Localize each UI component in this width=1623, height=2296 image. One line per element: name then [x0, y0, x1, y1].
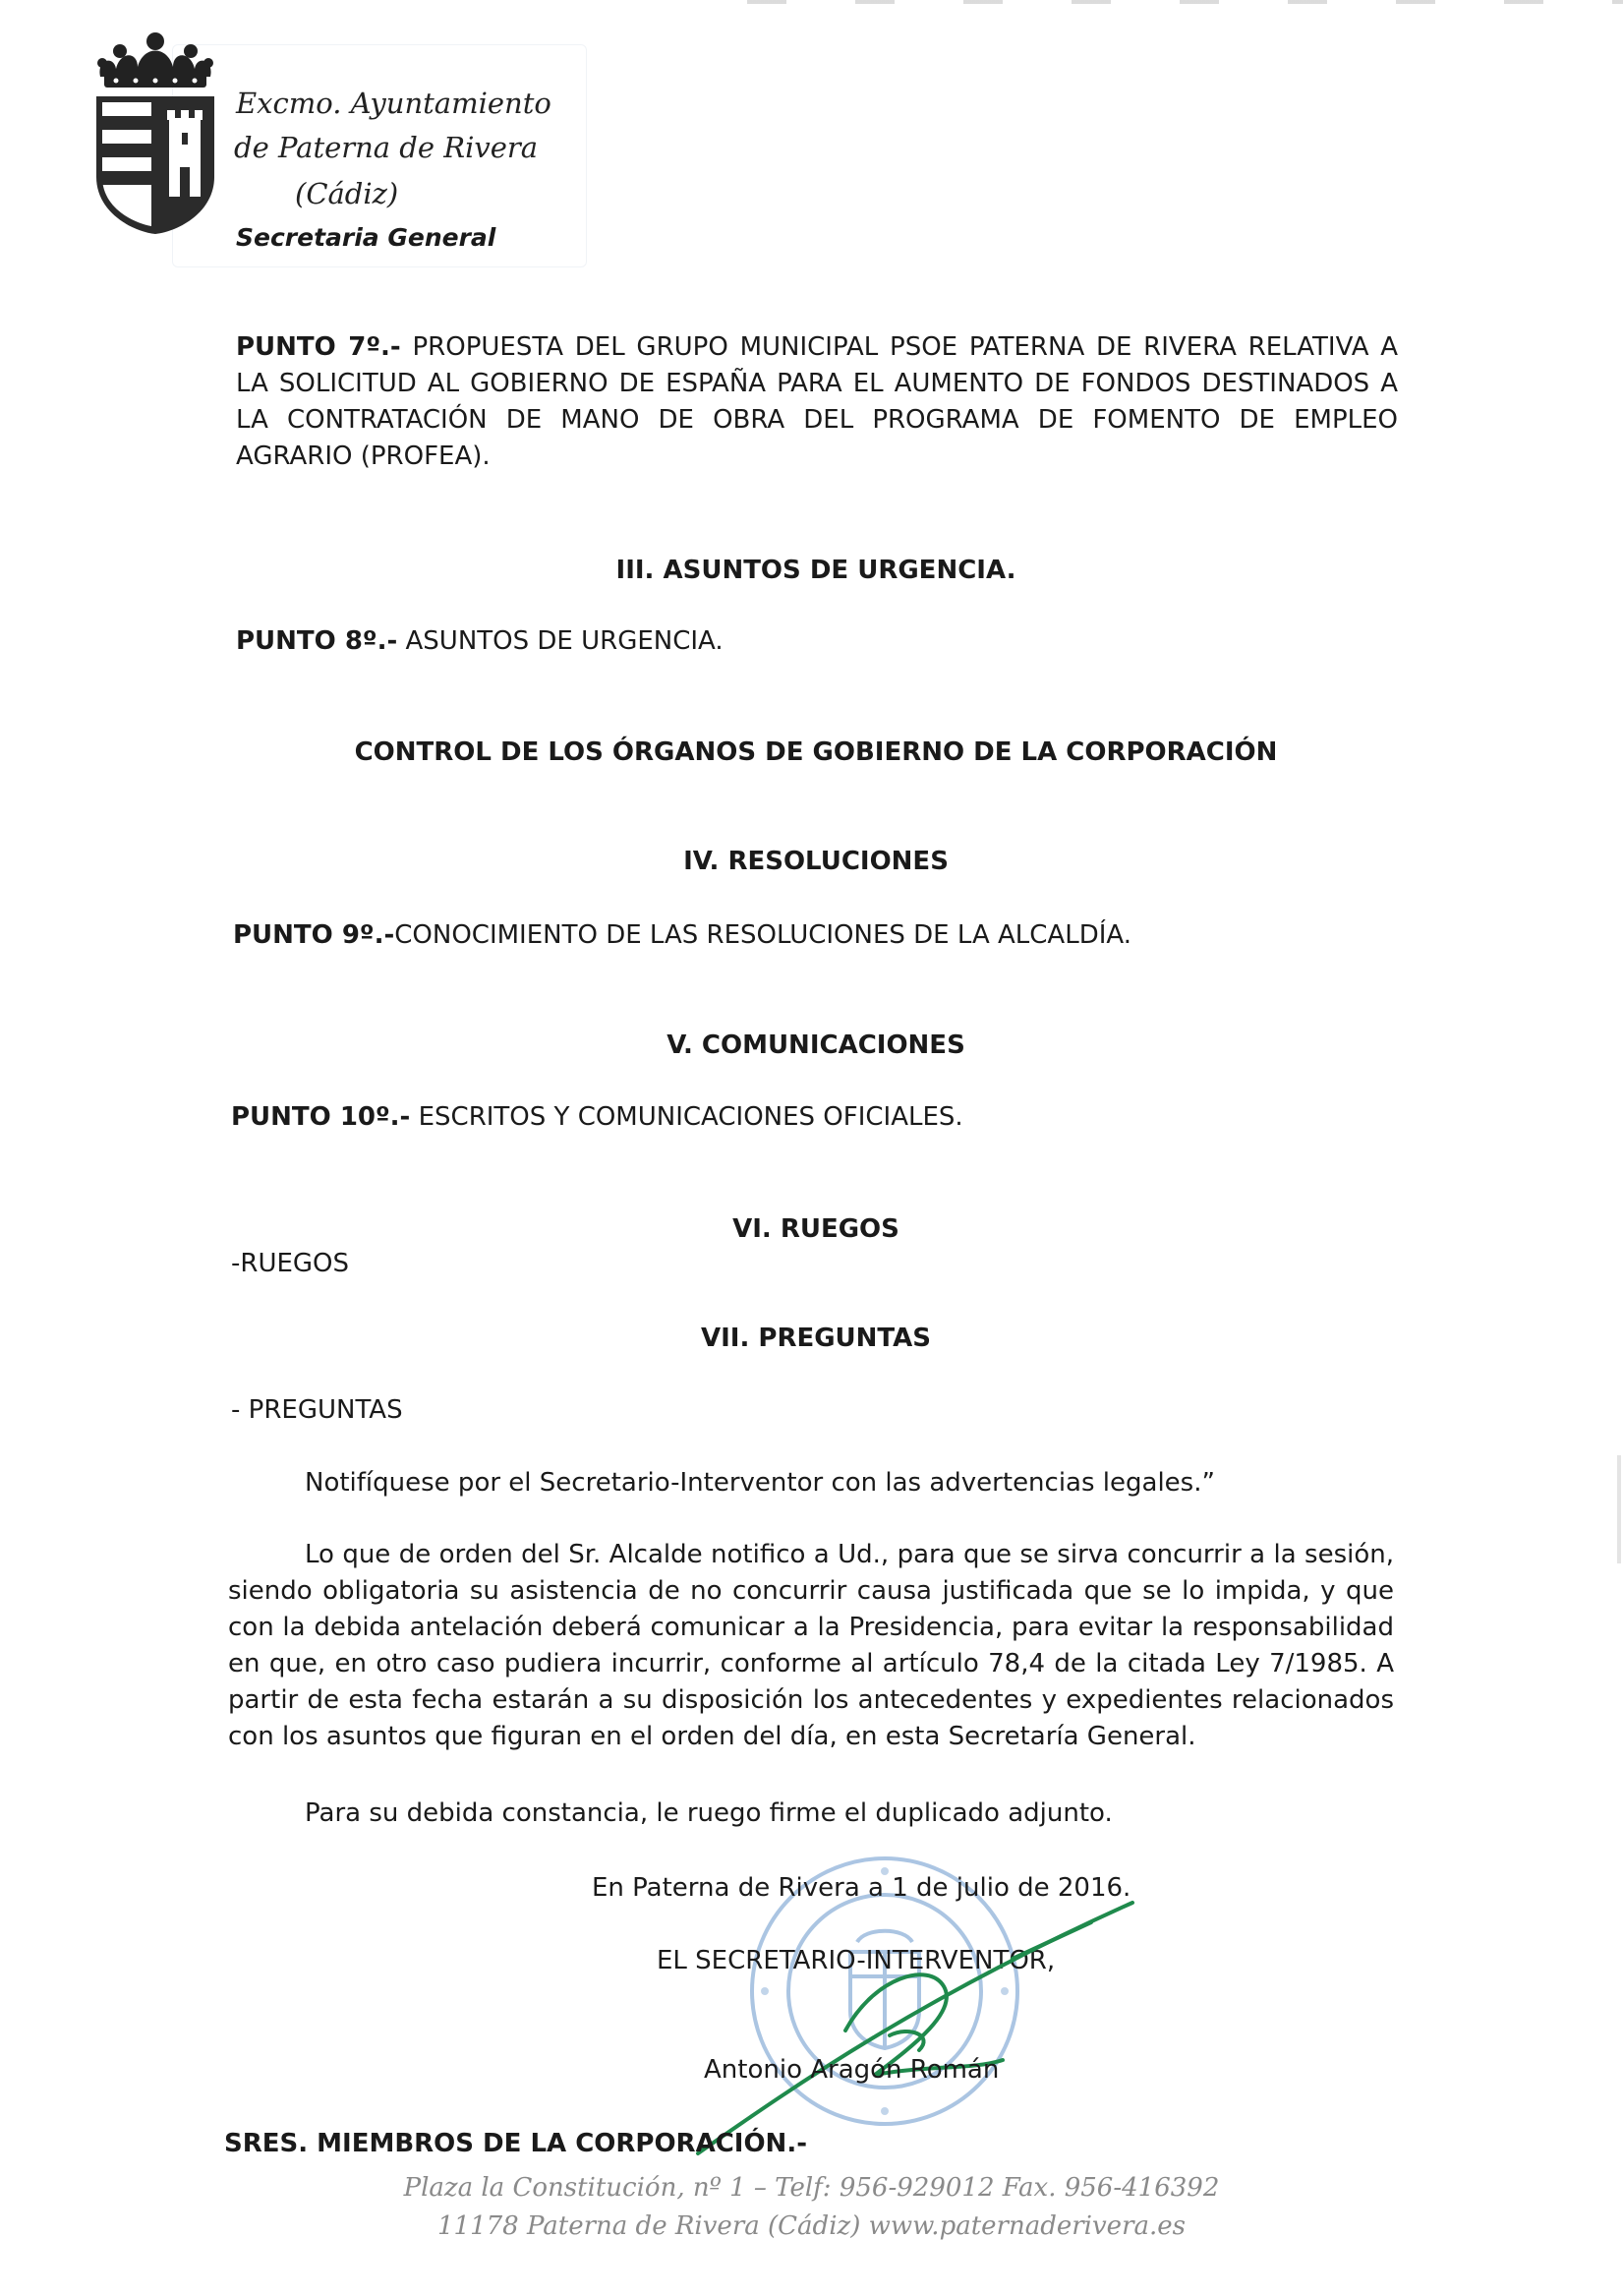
agenda-item-8-label: PUNTO 8º.- — [236, 626, 398, 656]
agenda-item-9 — [233, 917, 1131, 954]
section-heading-4: IV. RESOLUCIONES — [683, 847, 949, 876]
agenda-item-10-text: ESCRITOS Y COMUNICACIONES OFICIALES. — [418, 1102, 963, 1132]
handwritten-signature — [678, 1888, 1150, 2163]
footer-address: Plaza la Constitución, nº 1 – Telf: 956-929012 Fax. 956-416392 — [403, 2173, 1220, 2203]
scan-edge-right — [1617, 1455, 1621, 1563]
agenda-item-8 — [236, 623, 724, 660]
agenda-item-9-text: CONOCIMIENTO DE LAS RESOLUCIONES DE LA ALCALDÍA. — [394, 920, 1131, 950]
agenda-item-7-label: PUNTO 7º.- — [236, 332, 401, 362]
agenda-item-7 — [236, 329, 1398, 475]
municipal-coat-of-arms-icon — [87, 29, 224, 236]
header-line-2: de Paterna de Rivera — [234, 131, 539, 164]
signer-role: EL SECRETARIO-INTERVENTOR, — [657, 1946, 1056, 1975]
agenda-item-10-label: PUNTO 10º.- — [231, 1102, 411, 1132]
agenda-item-9-label: PUNTO 9º.- — [233, 920, 395, 950]
recipients: SRES. MIEMBROS DE LA CORPORACIÓN.- — [224, 2129, 807, 2158]
header-secretaria: Secretaria General — [236, 223, 496, 252]
preguntas-item: - PREGUNTAS — [231, 1395, 403, 1425]
section-heading-6: VI. RUEGOS — [732, 1214, 899, 1244]
constancia-line: Para su debida constancia, le ruego firme el duplicado adjunto. — [305, 1798, 1113, 1828]
place-date: En Paterna de Rivera a 1 de julio de 2016. — [592, 1873, 1131, 1903]
body-paragraph: Lo que de orden del Sr. Alcalde notifico a Ud., para que se sirva concurrir a la sesión, siendo obligatoria su asistencia de no concurrir causa justificada que se lo impida, y que con la debida antelación deberá comunicar a la Presidencia, para evitar la responsabilidad en que, en otro caso pudiera incurrir, conforme al artículo 78,4 de la citada Ley 7/1985. A partir de esta fecha estarán a su disposición los antecedentes y expedientes relacionados con los asuntos que figuran en el orden del día, en esta Secretaría General. — [228, 1540, 1394, 1751]
agenda-item-10 — [231, 1099, 963, 1136]
ruegos-item: -RUEGOS — [231, 1249, 350, 1278]
header-line-3: (Cádiz) — [295, 177, 399, 210]
section-heading-5: V. COMUNICACIONES — [667, 1030, 965, 1060]
scan-edge-top — [747, 0, 1623, 4]
signer-name: Antonio Aragón Román — [704, 2055, 1000, 2085]
section-heading-7: VII. PREGUNTAS — [700, 1324, 931, 1353]
header-line-1: Excmo. Ayuntamiento — [236, 87, 551, 120]
notify-line: Notifíquese por el Secretario-Interventor con las advertencias legales.” — [305, 1468, 1215, 1498]
agenda-item-7-text: PROPUESTA DEL GRUPO MUNICIPAL PSOE PATERNA DE RIVERA RELATIVA A LA SOLICITUD AL GOBIERNO DE ESPAÑA PARA EL AUMENTO DE FONDOS DESTINADOS A LA CONTRATACIÓN DE MANO DE OBRA DEL PROGRAMA DE FOMENTO DE EMPLEO AGRARIO (PROFEA). — [236, 332, 1399, 471]
section-heading-3: III. ASUNTOS DE URGENCIA. — [615, 556, 1016, 585]
agenda-item-8-text: ASUNTOS DE URGENCIA. — [397, 626, 724, 656]
footer-contact: 11178 Paterna de Rivera (Cádiz) www.paternaderivera.es — [436, 2211, 1186, 2241]
control-heading: CONTROL DE LOS ÓRGANOS DE GOBIERNO DE LA CORPORACIÓN — [354, 737, 1278, 767]
